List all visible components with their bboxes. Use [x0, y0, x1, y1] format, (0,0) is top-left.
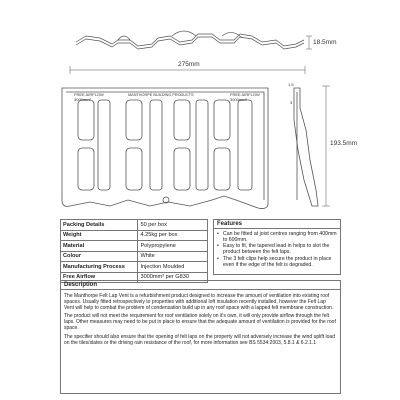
top-profile-view — [76, 31, 304, 49]
feature-item: • Can be fitted at joist centres ranging from 400mm to 600mm. — [217, 231, 337, 243]
depth-dimension-label: 18.5mm — [313, 39, 337, 46]
specification-table — [60, 219, 208, 283]
description-title: Description — [61, 281, 340, 290]
spec-value: Injection Moulded — [138, 262, 208, 273]
description-paragraph: The Manthorpe Felt Lap Vent is a refurbishment product designed to increase the amount of ventilation into existing roof spaces. Usually fitted retrospectively to properties with additional loft insulation recently installed, however the Felt Lap Vent will help to combat the problem of condensation build up in any roof space with a lapped felt membrane construction. — [64, 292, 334, 311]
side-elevation-view — [294, 88, 318, 206]
width-dimension-label: 275mm — [178, 61, 200, 68]
feature-item: • Easy to fit, the tapered lead in helps to slot the product between the felt laps. — [217, 243, 337, 255]
spec-value: 50 per box — [138, 220, 208, 231]
spec-key: Colour — [61, 251, 138, 262]
features-panel — [213, 219, 341, 275]
spec-value: 4.25kg per box — [138, 230, 208, 241]
spec-row — [61, 241, 208, 252]
spec-row — [61, 251, 208, 262]
spec-value: White — [138, 251, 208, 262]
spec-key: Manufacturing Process — [61, 262, 138, 273]
side-mark-top: 1.5 — [288, 82, 294, 87]
description-paragraph: The product will not meet the requirement for roof ventilation solely on it's own, it will only provide airflow through the felt laps. Other measures may need to be put in place to ensure that the adequate amount of ventilation is provided for the roof space. — [64, 313, 336, 331]
spec-row — [61, 262, 208, 273]
airflow-label-left: FREE AIRFLOW 3000mm² — [74, 92, 104, 102]
spec-row — [61, 230, 208, 241]
brand-label: MANTHORPE BUILDING PRODUCTS — [128, 93, 194, 97]
height-dimension — [322, 86, 330, 206]
depth-dimension — [306, 36, 312, 49]
airflow-label-right: FREE AIRFLOW 3000mm² — [230, 92, 260, 102]
spec-value: 3000mm² per G830 — [138, 272, 208, 283]
side-mark-mid: 3 — [290, 100, 293, 105]
height-dimension-label: 193.5mm — [330, 140, 358, 147]
description-body — [61, 293, 340, 346]
spec-key: Weight — [61, 230, 138, 241]
description-panel — [60, 280, 341, 394]
spec-key: Material — [61, 241, 138, 252]
feature-item: • The 3 felt clips help secure the product in place even if the edge of the felt is degraded. — [217, 256, 337, 268]
description-paragraph: The specifier should also ensure that the opening of felt laps on the property will not adversely increase the wind uplift load on the tiles/slates or the driving rain resistance of the roof, for more information see BS 5534:2003, 5.8.1 & 6.2.1.1 — [64, 333, 335, 346]
spec-key: Packing Details — [61, 220, 138, 231]
spec-row — [61, 220, 208, 231]
features-list — [214, 229, 340, 270]
spec-value: Polypropylene — [138, 241, 208, 252]
features-title: Features — [214, 220, 340, 229]
front-elevation-view — [62, 88, 268, 209]
spec-key: Free Airflow — [61, 272, 138, 283]
